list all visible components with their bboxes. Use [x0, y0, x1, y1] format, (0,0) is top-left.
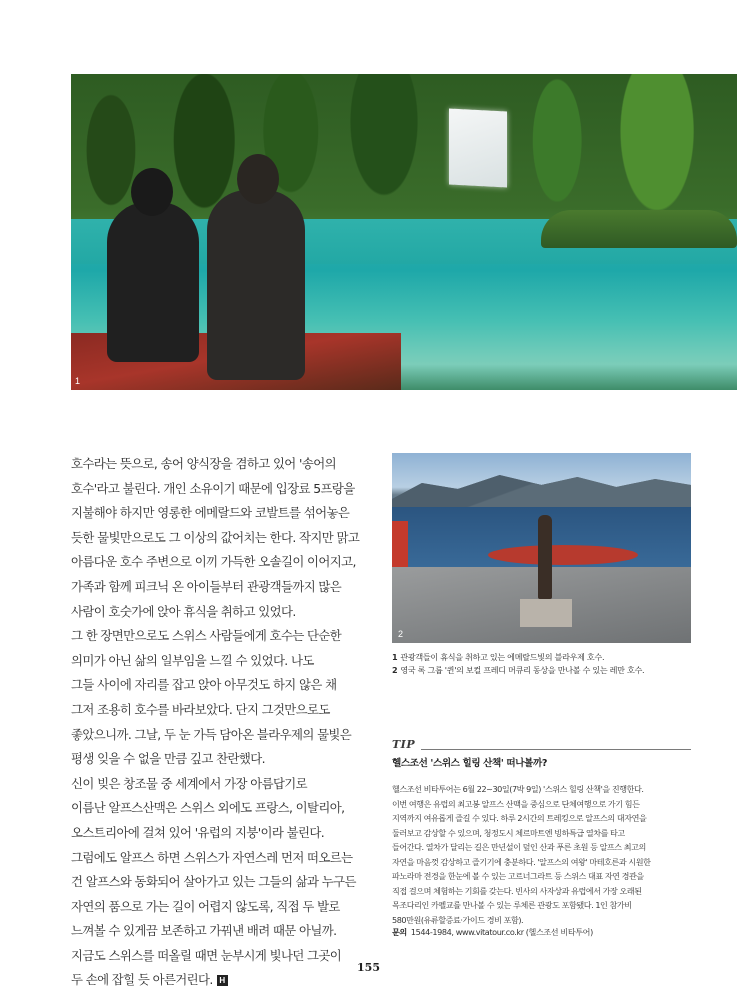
body-line: 자연의 품으로 가는 길이 어렵지 않도록, 직접 두 발로: [71, 898, 340, 914]
body-line: 아름다운 호수 주변으로 이끼 가득한 오솔길이 이어지고,: [71, 554, 356, 570]
body-line: 이름난 알프스산맥은 스위스 외에도 프랑스, 이탈리아,: [71, 800, 345, 816]
tip-line: 파노라마 전경을 한눈에 볼 수 있는 고르너그라트 등 스위스 대표 자연 경관을: [392, 871, 644, 881]
photo-person-left: [107, 202, 199, 362]
photo-blausee-lake: [71, 74, 737, 390]
photo-red-dock: [488, 545, 638, 565]
body-line: 건 알프스와 동화되어 살아가고 있는 그들의 삶과 누구든: [71, 874, 356, 890]
photo-statue-pedestal: [520, 599, 572, 627]
tip-contact-text: 1544-1984, www.vitatour.co.kr (헬스조선 비타투어): [410, 927, 593, 937]
body-line: 지금도 스위스를 떠올릴 때면 눈부시게 빛나던 그곳이: [71, 947, 342, 963]
photo-captions: [392, 651, 702, 677]
caption: [392, 651, 702, 664]
tip-line: 이번 여행은 유럽의 최고봉 알프스 산맥을 중심으로 단체여행으로 가기 힘든: [392, 798, 640, 809]
body-line: 평생 잊을 수 없을 만큼 깊고 찬란했다.: [71, 751, 265, 767]
photo-island: [541, 210, 737, 248]
caption: [392, 664, 702, 677]
tip-divider: [421, 749, 691, 750]
tip-line: 지역까지 여유롭게 즐길 수 있다. 하루 2시간의 트레킹으로 알프스의 대자연을: [392, 813, 647, 823]
body-line: 좋았으니까. 그날, 두 눈 가득 담아온 블라우제의 물빛은: [71, 726, 352, 742]
tip-line: 들어간다. 열차가 달리는 길은 만년설이 덮인 산과 푸른 초원 등 알프스 최고의: [392, 842, 646, 852]
body-line: 가족과 함께 피크닉 온 아이들부터 관광객들까지 많은: [71, 578, 342, 594]
body-line: 그저 조용히 호수를 바라보았다. 단지 그것만으로도: [71, 701, 330, 717]
body-line: 그들 사이에 자리를 잡고 앉아 아무것도 하지 않은 채: [71, 677, 337, 693]
caption-number: 2: [392, 665, 398, 675]
photo-number: 2: [398, 629, 404, 639]
tip-contact: [392, 927, 692, 938]
body-line: 지불해야 하지만 영롱한 에메랄드와 코발트를 섞어놓은: [71, 505, 350, 521]
end-mark-icon: H: [217, 975, 228, 986]
photo-mountains: [392, 467, 691, 507]
tip-contact-label: 문의: [392, 927, 407, 937]
tip-line: 직접 걸으며 체험하는 기회를 갖는다. 빈사의 사자상과 유럽에서 가장 오래된: [392, 885, 642, 896]
tip-line: 자연을 마음껏 감상하고 즐기기에 충분하다. '알프스의 여왕' 마테호른과 시원한: [392, 856, 651, 867]
photo-person-right: [207, 190, 305, 380]
caption-text: 관광객들이 휴식을 취하고 있는 에메랄드빛의 블라우제 호수.: [400, 652, 605, 662]
tip-line: 목조다리인 카펠교를 만나볼 수 있는 루체른 관광도 포함됐다. 1인 참가비: [392, 900, 632, 910]
photo-outdoor-screen: [449, 108, 507, 187]
body-line: 호수라는 뜻으로, 송어 양식장을 겸하고 있어 '송어의: [71, 456, 336, 471]
caption-number: 1: [392, 652, 398, 662]
caption-text: 영국 록 그룹 '퀸'의 보컬 프레디 머큐리 동상을 만나볼 수 있는 레만 호수.: [400, 665, 645, 675]
tip-label: TIP: [392, 738, 416, 751]
body-line: 느껴볼 수 있게끔 보존하고 가꿔낸 배려 때문 아닐까.: [71, 923, 337, 939]
body-line-text: 두 손에 잡힐 듯 아른거린다.: [71, 972, 213, 988]
tip-line: 헬스조선 비타투어는 6월 22~30일(7박 9일) '스위스 힐링 산책'을 진행한다.: [392, 784, 644, 794]
body-line: 신이 빚은 창조물 중 세계에서 가장 아름답기로: [71, 775, 308, 791]
photo-lake-geneva: [392, 453, 691, 643]
tip-heading: 헬스조선 '스위스 힐링 산책' 떠나볼까?: [392, 758, 548, 769]
body-line: 호수'라고 불린다. 개인 소유이기 때문에 입장료 5프랑을: [71, 480, 355, 496]
tip-line: 580만원(유류할증료·가이드 경비 포함).: [392, 914, 524, 925]
body-line: 의미가 아닌 삶의 일부임을 느낄 수 있었다. 나도: [71, 652, 314, 668]
body-line: 오스트리아에 걸쳐 있어 '유럽의 지붕'이라 불린다.: [71, 824, 325, 840]
photo-number: 1: [75, 376, 81, 386]
body-line: 그럼에도 알프스 하면 스위스가 자연스레 먼저 떠오르는: [71, 849, 353, 865]
article-body: [71, 452, 367, 993]
photo-freddie-mercury-statue: [538, 515, 552, 599]
body-line: 사람이 호숫가에 앉아 휴식을 취하고 있었다.: [71, 603, 296, 619]
body-line: 듯한 물빛만으로도 그 이상의 값어치는 한다. 작지만 맑고: [71, 529, 360, 545]
tip-line: 둘러보고 감상할 수 있으며, 청정도시 체르마트엔 빙하특급 열차를 타고: [392, 827, 625, 838]
page-number: 155: [357, 961, 380, 974]
tip-body: [392, 782, 692, 927]
photo-person-left-head: [131, 168, 173, 216]
body-line: 그 한 장면만으로도 스위스 사람들에게 호수는 단순한: [71, 628, 342, 644]
photo-person-right-head: [237, 154, 279, 204]
